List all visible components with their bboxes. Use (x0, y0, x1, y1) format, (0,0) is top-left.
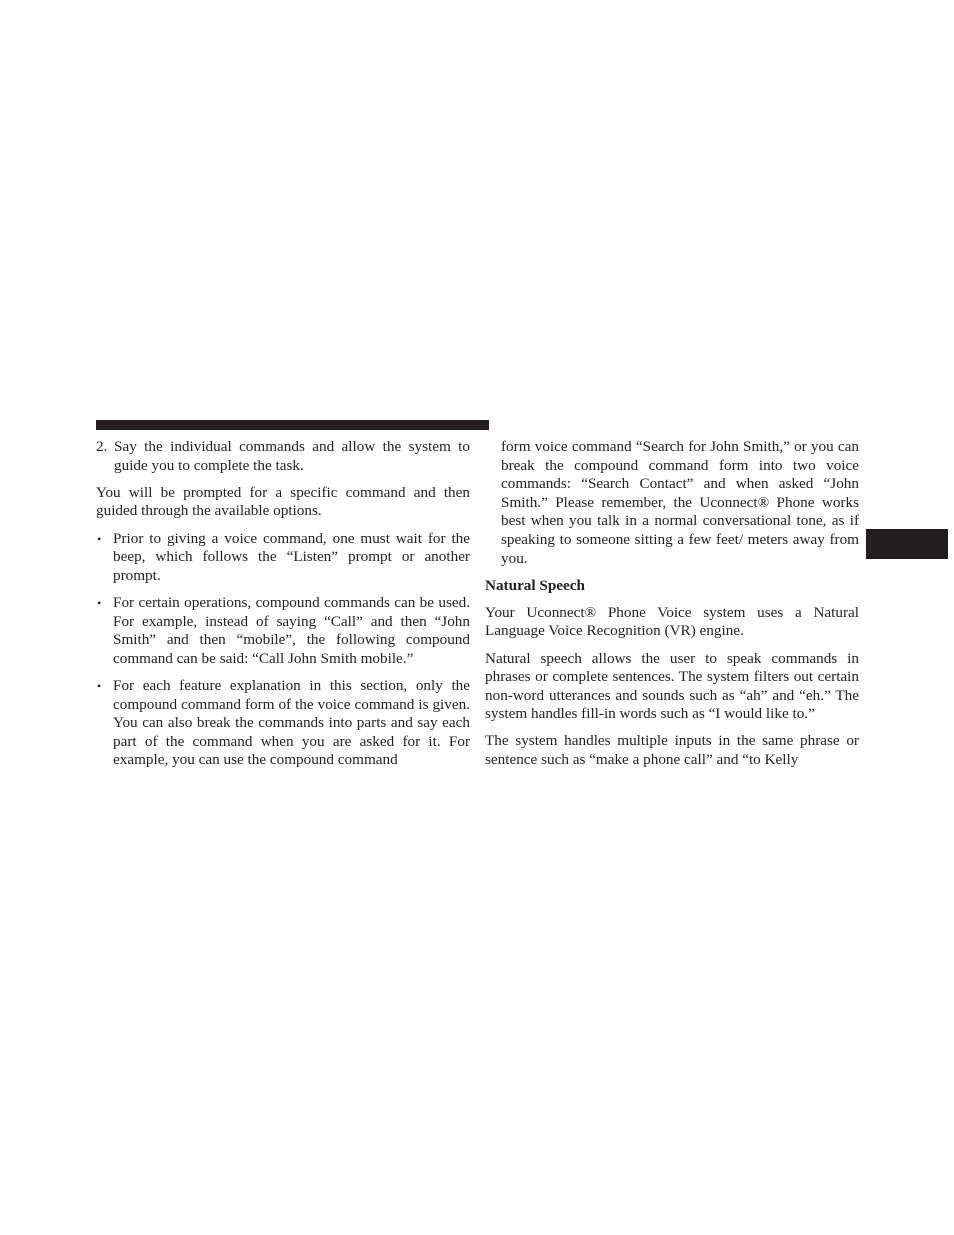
numbered-step (96, 438, 470, 475)
step-text: Say the individual commands and allow the system to guide you to complete the task. (114, 438, 470, 474)
left-column (96, 438, 470, 778)
section-heading: Natural Speech (485, 576, 585, 594)
bullet-icon: • (97, 595, 102, 610)
bullet-continuation: form voice command “Search for John Smith,” or you can break the compound command form into two voice commands: “Search Contact” and when asked “John Smith.” Please remember, the Uconnect® Phone works best when you talk in a normal conversational tone, as if speaking to someone sitting a few feet/ meters away from you. (501, 438, 859, 567)
bullet-text: Prior to giving a voice command, one must wait for the beep, which follows the “Listen” prompt or another prompt. (113, 529, 470, 584)
bullet-item (96, 530, 470, 586)
bullet-icon: • (97, 678, 102, 693)
bullet-item (96, 677, 470, 770)
body-paragraph: The system handles multiple inputs in the same phrase or sentence such as “make a phone call” and “to Kelly (485, 732, 859, 769)
section-header-bar (96, 420, 489, 430)
right-column (485, 438, 859, 778)
body-paragraph: Natural speech allows the user to speak commands in phrases or complete sentences. The system filters out certain non-word utterances and sounds such as “ah” and “eh.” The system handles fill-in words such as “I would like to.” (485, 649, 859, 723)
bullet-text: For each feature explanation in this section, only the compound command form of the voice command is given. You can also break the commands into parts and say each part of the command when you are asked for it. For example, you can use the compound command (113, 676, 470, 769)
bullet-item (96, 594, 470, 668)
bullet-text: For certain operations, compound commands can be used. For example, instead of saying “Call” and then “John Smith” and then “mobile”, the following compound command can be said: “Call John Smith mobile.” (113, 593, 470, 667)
body-paragraph: Your Uconnect® Phone Voice system uses a Natural Language Voice Recognition (VR) engine. (485, 603, 859, 640)
body-paragraph: You will be prompted for a specific command and then guided through the available options. (96, 483, 470, 520)
step-number: 2. (96, 438, 108, 455)
chapter-thumb-tab (866, 529, 948, 559)
bullet-list (96, 530, 470, 770)
bullet-icon: • (97, 531, 102, 546)
